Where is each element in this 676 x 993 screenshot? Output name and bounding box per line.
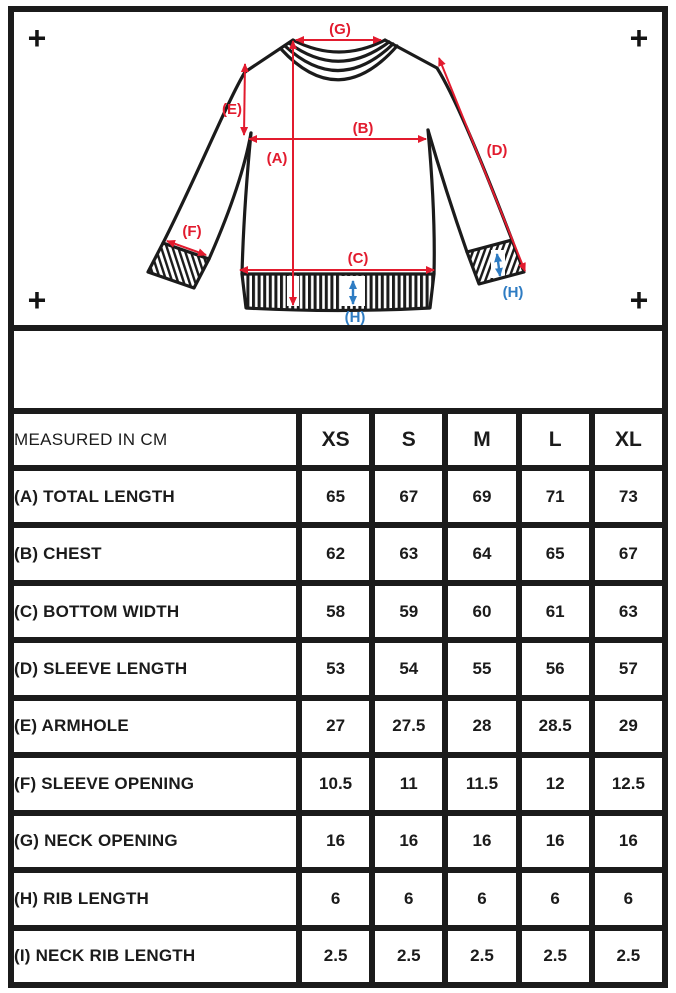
measure-arrow-e — [244, 64, 245, 135]
measure-arrow-d — [439, 58, 525, 271]
measurement-value: 6 — [592, 870, 665, 927]
sweater-measurement-diagram — [14, 12, 662, 325]
measurement-value: 10.5 — [299, 755, 372, 812]
measurement-value: 64 — [445, 525, 518, 582]
measurement-value: 55 — [445, 640, 518, 697]
measurement-value: 28.5 — [519, 698, 592, 755]
measurement-value: 63 — [592, 583, 665, 640]
registration-mark-top-left: + — [27, 20, 47, 56]
measurement-value: 16 — [519, 813, 592, 870]
measurement-value: 65 — [299, 468, 372, 525]
measurement-value: 6 — [445, 870, 518, 927]
measurement-value: 67 — [592, 525, 665, 582]
measurement-value: 57 — [592, 640, 665, 697]
table-row-rib-length — [11, 870, 665, 927]
registration-mark-top-right: + — [629, 20, 649, 56]
measurement-value: 11.5 — [445, 755, 518, 812]
measurement-value: 56 — [519, 640, 592, 697]
registration-mark-bottom-right: + — [629, 282, 649, 318]
measurement-value: 6 — [299, 870, 372, 927]
measurement-value: 53 — [299, 640, 372, 697]
measurement-row-label: (F) SLEEVE OPENING — [11, 755, 299, 812]
measurement-value: 6 — [519, 870, 592, 927]
measurement-value: 73 — [592, 468, 665, 525]
measurement-value: 71 — [519, 468, 592, 525]
measure-label-a: (A) — [266, 150, 288, 167]
measurement-row-label: (B) CHEST — [11, 525, 299, 582]
garment-diagram-panel — [8, 6, 668, 331]
measurement-value: 16 — [445, 813, 518, 870]
measurement-row-label: (G) NECK OPENING — [11, 813, 299, 870]
measurement-value: 6 — [372, 870, 445, 927]
measurement-value: 29 — [592, 698, 665, 755]
measurement-row-label: (D) SLEEVE LENGTH — [11, 640, 299, 697]
measurement-value: 27.5 — [372, 698, 445, 755]
measurement-value: 62 — [299, 525, 372, 582]
measurement-value: 67 — [372, 468, 445, 525]
measure-label-b: (B) — [352, 120, 374, 137]
measurement-value: 63 — [372, 525, 445, 582]
measure-label-d: (D) — [486, 142, 508, 159]
table-row-sleeve-length — [11, 640, 665, 697]
measure-label-f: (F) — [182, 223, 202, 240]
measure-label-c: (C) — [347, 250, 369, 267]
size-column-header-xs: XS — [299, 411, 372, 468]
measurement-value: 2.5 — [519, 928, 592, 986]
measurement-value: 12 — [519, 755, 592, 812]
measurement-value: 16 — [372, 813, 445, 870]
measurement-value: 27 — [299, 698, 372, 755]
spacer-panel — [8, 331, 668, 408]
measurement-row-label: (E) ARMHOLE — [11, 698, 299, 755]
measurement-value: 12.5 — [592, 755, 665, 812]
measurement-value: 69 — [445, 468, 518, 525]
measure-label-h-hem: (H) — [344, 309, 366, 325]
measure-label-h-cuff: (H) — [502, 284, 524, 301]
size-chart-table — [8, 408, 668, 988]
table-row-chest — [11, 525, 665, 582]
table-row-sleeve-opening — [11, 755, 665, 812]
size-column-header-s: S — [372, 411, 445, 468]
measurement-value: 54 — [372, 640, 445, 697]
table-row-bottom-width — [11, 583, 665, 640]
measurement-row-label: (H) RIB LENGTH — [11, 870, 299, 927]
measurement-value: 60 — [445, 583, 518, 640]
measurement-value: 59 — [372, 583, 445, 640]
table-row-neck-opening — [11, 813, 665, 870]
size-column-header-l: L — [519, 411, 592, 468]
measurement-value: 65 — [519, 525, 592, 582]
table-header-row — [11, 411, 665, 468]
table-row-neck-rib-length — [11, 928, 665, 986]
size-column-header-xl: XL — [592, 411, 665, 468]
measurement-value: 2.5 — [299, 928, 372, 986]
measurement-value: 11 — [372, 755, 445, 812]
size-column-header-m: M — [445, 411, 518, 468]
table-row-total-length — [11, 468, 665, 525]
measure-label-g: (G) — [329, 21, 351, 38]
measurement-value: 2.5 — [445, 928, 518, 986]
measure-label-e: (E) — [222, 101, 242, 118]
measurement-value: 2.5 — [592, 928, 665, 986]
measurement-row-label: (C) BOTTOM WIDTH — [11, 583, 299, 640]
measurement-value: 58 — [299, 583, 372, 640]
registration-mark-bottom-left: + — [27, 282, 47, 318]
measurement-value: 16 — [592, 813, 665, 870]
measurement-value: 28 — [445, 698, 518, 755]
measurement-row-label: (A) TOTAL LENGTH — [11, 468, 299, 525]
measurement-row-label: (I) NECK RIB LENGTH — [11, 928, 299, 986]
table-unit-header: MEASURED IN CM — [11, 411, 299, 468]
measurement-value: 61 — [519, 583, 592, 640]
measurement-value: 2.5 — [372, 928, 445, 986]
measurement-value: 16 — [299, 813, 372, 870]
table-row-armhole — [11, 698, 665, 755]
